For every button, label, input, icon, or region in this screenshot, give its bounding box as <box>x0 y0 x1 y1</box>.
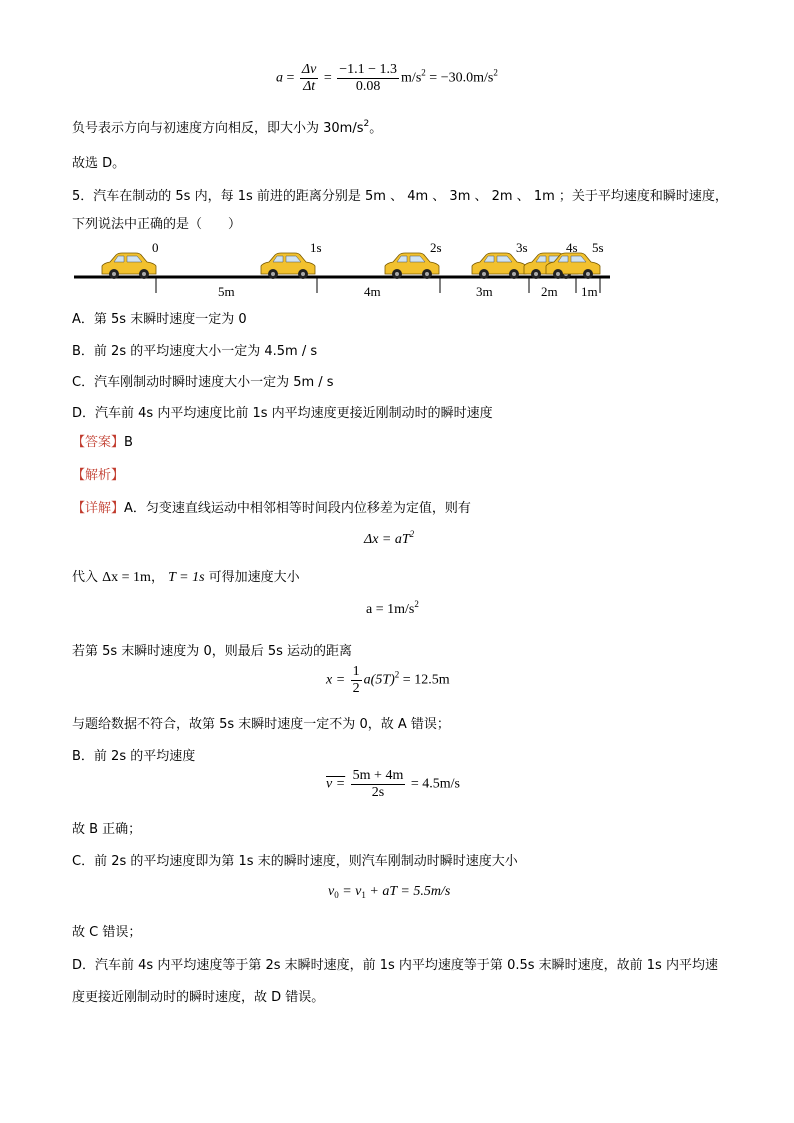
time-label-0: 0 <box>152 240 159 255</box>
detail-b-conclusion: 故 B 正确； <box>72 822 142 837</box>
eq-v0-rest2: + aT = 5.5m/s <box>365 884 451 899</box>
eq1-frac-delta <box>300 62 318 95</box>
distance-label-4m: 4m <box>364 284 381 299</box>
equation-delta-x: $\Delta x = aT^2$ <box>364 529 415 547</box>
detail-d-line2: 度更接近刚制动时的瞬时速度，故 D 错误。 <box>72 990 325 1005</box>
answer <box>72 431 133 450</box>
sub-T: T = 1s <box>168 570 205 585</box>
equation-acceleration: a = $\frac{\Delta v}{\Delta t}$ = $\frac{-1.1 - 1.3}{0.08}$ $m/s^2 = -30.0m/s^2$ <box>276 62 498 94</box>
car-1s <box>261 253 315 279</box>
sub-sep: ， <box>150 570 164 585</box>
eq1-den2: 0.08 <box>355 79 381 94</box>
detail-c-conclusion: 故 C 错误； <box>72 925 142 940</box>
eq1-num: Δv <box>301 62 317 77</box>
analysis-label: 【解析】 <box>72 468 125 483</box>
negative-sign-end: 。 <box>369 121 383 136</box>
car-3s <box>472 253 526 279</box>
option-d: D．汽车前 4s 内平均速度比前 1s 内平均速度更接近刚制动时的瞬时速度 <box>72 406 493 421</box>
detail-d-line1: D．汽车前 4s 内平均速度等于第 2s 末瞬时速度，前 1s 内平均速度等于第 0.5s 末瞬时速度，故前 1s 内平均速 <box>72 958 718 973</box>
detail-a-intro <box>72 497 471 516</box>
equation-v0: $v_0 = v_1$ + aT = 5.5m/s <box>328 884 451 900</box>
eq1-frac-values <box>337 62 399 95</box>
eq-x-rhs: a(5T) <box>363 672 395 688</box>
eq1-num2: −1.1 − 1.3 <box>339 62 398 77</box>
answer-value: B <box>124 435 133 450</box>
detail-label: 【详解】 <box>72 501 125 516</box>
braking-car-diagram <box>72 238 612 302</box>
substitution-line <box>72 566 300 586</box>
car-0 <box>102 253 156 279</box>
eq1-result: −30.0m/s <box>440 70 494 86</box>
equation-a-value: $a = 1m/s^2$ <box>366 599 419 617</box>
eq-v-frac <box>351 768 406 801</box>
eq-v-result: = 4.5m/s <box>410 776 460 792</box>
eq1-den: Δt <box>303 79 316 94</box>
negative-sign-note: 负号表示方向与初速度方向相反，即大小为 $30m/s^2$。 <box>72 119 383 136</box>
distance-label-5m: 5m <box>218 284 235 299</box>
distance-label-2m: 2m <box>541 284 558 299</box>
eq-v-den: 2s <box>371 785 385 800</box>
sub-dx: Δx = 1m <box>102 570 151 585</box>
if-zero-text: 若第 5s 末瞬时速度为 0，则最后 5s 运动的距离 <box>72 644 353 659</box>
eq-v-num: 5m + 4m <box>352 768 404 783</box>
time-label-5s: 5s <box>592 240 604 255</box>
eq-x-lhs: x = <box>326 672 346 688</box>
eq1-unit: m/s <box>401 70 422 86</box>
option-b: B．前 2s 的平均速度大小一定为 4.5m / s <box>72 344 318 359</box>
distance-label-1m: 1m <box>581 284 598 299</box>
eq-x-half-num: 1 <box>352 664 360 679</box>
time-label-4s: 4s <box>566 240 578 255</box>
question-5-line1: 5．汽车在制动的 5s 内，每 1s 前进的距离分别是 5m 、 4m 、 3m 、 2m 、 1m ；关于平均速度和瞬时速度， <box>72 189 728 204</box>
eq-x-half <box>351 664 362 697</box>
detail-c-intro: C．前 2s 的平均速度即为第 1s 末的瞬时速度，则汽车刚制动时瞬时速度大小 <box>72 854 518 869</box>
choose-d-text: 故选 D。 <box>72 156 126 171</box>
time-label-1s: 1s <box>310 240 322 255</box>
eq-v0-v: v <box>328 884 335 899</box>
sub-pre: 代入 <box>72 570 99 585</box>
eq-a-text: a = 1m/s <box>366 602 415 617</box>
detail-b-intro: B．前 2s 的平均速度 <box>72 749 196 764</box>
time-label-2s: 2s <box>430 240 442 255</box>
time-label-3s: 3s <box>516 240 528 255</box>
detail-a-intro-text: A．匀变速直线运动中相邻相等时间段内位移差为定值，则有 <box>124 501 471 516</box>
equation-v-avg <box>326 768 460 801</box>
equation-x: x = $\frac{1}{2}$ $a(5T)^2 = 12.5m$ <box>326 664 450 696</box>
answer-label: 【答案】 <box>72 435 125 450</box>
eq-v-lhs: v = <box>326 776 346 792</box>
detail-a-conclusion: 与题给数据不符合，故第 5s 末瞬时速度一定不为 0，故 A 错误； <box>72 717 450 732</box>
eq-x-half-den: 2 <box>352 681 360 696</box>
car-2s <box>385 253 439 279</box>
eq-v0-rest: = v <box>338 884 362 899</box>
distance-label-3m: 3m <box>476 284 493 299</box>
question-5-line2: 下列说法中正确的是（ ） <box>72 217 242 232</box>
eq-dx-text: Δx = aT <box>364 532 410 547</box>
sub-post: 可得加速度大小 <box>204 570 300 585</box>
negative-sign-text: 负号表示方向与初速度方向相反，即大小为 30m/s <box>72 121 364 136</box>
eq-x-result: = 12.5m <box>402 672 450 688</box>
eq1-lhs: a <box>276 70 283 86</box>
option-c: C．汽车刚制动时瞬时速度大小一定为 5m / s <box>72 375 334 390</box>
option-a: A．第 5s 末瞬时速度一定为 0 <box>72 312 247 327</box>
